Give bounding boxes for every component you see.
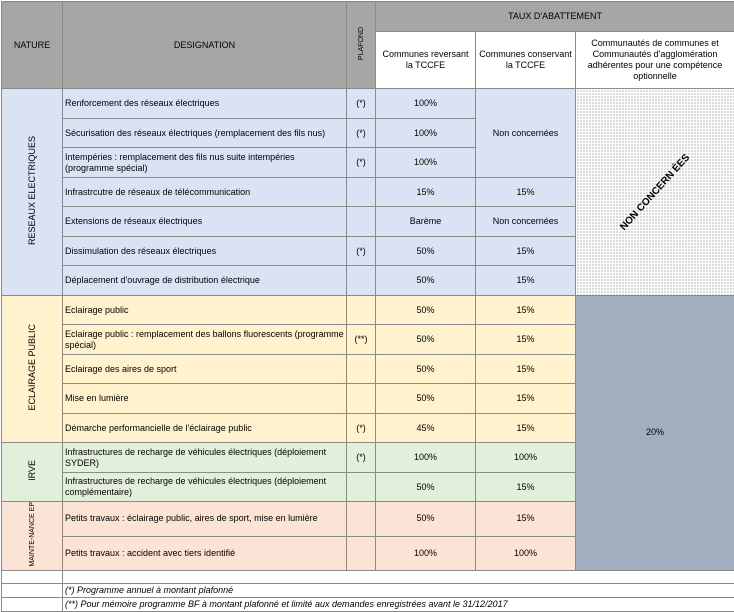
designation-cell: Intempéries : remplacement des fils nus suite intempéries (programme spécial) — [63, 148, 347, 178]
col1-cell: 100% — [376, 443, 476, 473]
footnote-1: (*) Programme annuel à montant plafonné — [63, 583, 734, 597]
header-col2: Communes conservant la TCCFE — [476, 32, 576, 89]
col1-cell: 50% — [376, 473, 476, 502]
col1-cell: 100% — [376, 536, 476, 570]
col1-cell: 50% — [376, 266, 476, 296]
plafond-cell — [347, 473, 376, 502]
non-concernees-wrap — [576, 89, 734, 295]
plafond-cell — [347, 296, 376, 325]
plafond-cell — [347, 207, 376, 237]
non-concernees-label: NON CONCERN ÉES — [618, 152, 692, 232]
group-eclairage-label: ECLAIRAGE PUBLIC — [27, 324, 38, 411]
col1-cell: 50% — [376, 502, 476, 537]
plafond-cell — [347, 355, 376, 384]
col2-cell: 100% — [476, 536, 576, 570]
plafond-cell: (**) — [347, 325, 376, 355]
designation-cell: Infrastructures de recharge de véhicules électriques (déploiement complémentaire) — [63, 473, 347, 502]
group-maintenance — [2, 502, 63, 571]
designation-cell: Eclairage des aires de sport — [63, 355, 347, 384]
designation-cell: Mise en lumière — [63, 384, 347, 414]
plafond-cell — [347, 384, 376, 414]
header-plafond-label: PLAFOND — [356, 27, 367, 60]
group-maintenance-label: MAINTE-NANCE EP — [27, 502, 38, 567]
col2-cell: 15% — [476, 502, 576, 537]
plafond-cell — [347, 502, 376, 537]
col1-cell: 50% — [376, 296, 476, 325]
col1-cell: 50% — [376, 325, 476, 355]
plafond-cell: (*) — [347, 443, 376, 473]
designation-cell: Déplacement d'ouvrage de distribution électrique — [63, 266, 347, 296]
group-reseaux-label: RESEAUX ELECTRIQUES — [27, 136, 38, 245]
designation-cell: Petits travaux : éclairage public, aires de sport, mise en lumière — [63, 502, 347, 537]
note-row — [2, 597, 734, 611]
header-col1: Communes reversant la TCCFE — [376, 32, 476, 89]
designation-cell: Extensions de réseaux électriques — [63, 207, 347, 237]
col2-cell: 15% — [476, 296, 576, 325]
plafond-cell: (*) — [347, 148, 376, 178]
col1-cell: 50% — [376, 237, 476, 266]
col1-cell: 15% — [376, 178, 476, 207]
col2-cell: 15% — [476, 178, 576, 207]
table-row — [2, 296, 734, 325]
designation-cell: Infrastructures de recharge de véhicules électriques (déploiement SYDER) — [63, 443, 347, 473]
designation-cell: Démarche performancielle de l'éclairage public — [63, 414, 347, 443]
header-designation: DESIGNATION — [63, 2, 347, 89]
col2-cell: 15% — [476, 384, 576, 414]
designation-cell: Eclairage public — [63, 296, 347, 325]
note-row — [2, 583, 734, 597]
col1-cell: 50% — [376, 384, 476, 414]
designation-cell: Infrastrcutre de réseaux de télécommunication — [63, 178, 347, 207]
header-plafond — [347, 2, 376, 89]
table-row — [2, 89, 734, 119]
designation-cell: Sécurisation des réseaux électriques (remplacement des fils nus) — [63, 119, 347, 148]
group-irve — [2, 443, 63, 502]
designation-cell: Dissimulation des réseaux électriques — [63, 237, 347, 266]
plafond-cell: (*) — [347, 89, 376, 119]
header-taux: TAUX D'ABATTEMENT — [376, 2, 734, 32]
col1-cell: 100% — [376, 89, 476, 119]
group-eclairage — [2, 296, 63, 443]
plafond-cell — [347, 536, 376, 570]
plafond-cell — [347, 178, 376, 207]
col1-cell: 100% — [376, 119, 476, 148]
group-irve-label: IRVE — [27, 460, 38, 481]
plafond-cell — [347, 266, 376, 296]
col2-cell: 15% — [476, 266, 576, 296]
group-reseaux — [2, 89, 63, 296]
designation-cell: Petits travaux : accident avec tiers identifié — [63, 536, 347, 570]
col2-cell: 100% — [476, 443, 576, 473]
plafond-cell: (*) — [347, 237, 376, 266]
col1-cell: 45% — [376, 414, 476, 443]
non-concernees-col2: Non concernées — [476, 89, 576, 178]
header-nature: NATURE — [2, 2, 63, 89]
col1-cell: Barème — [376, 207, 476, 237]
col1-cell: 100% — [376, 148, 476, 178]
col2-cell: Non concernées — [476, 207, 576, 237]
col2-cell: 15% — [476, 355, 576, 384]
col2-cell: 15% — [476, 414, 576, 443]
col2-cell: 15% — [476, 325, 576, 355]
footnote-2: (**) Pour mémoire programme BF à montant plafonné et limité aux demandes enregistrées avant le 31/12/2017 — [63, 597, 734, 611]
plafond-cell: (*) — [347, 414, 376, 443]
col1-cell: 50% — [376, 355, 476, 384]
designation-cell: Renforcement des réseaux électriques — [63, 89, 347, 119]
percent-col3: 20% — [576, 296, 734, 571]
designation-cell: Eclairage public : remplacement des ballons fluorescents (programme spécial) — [63, 325, 347, 355]
spacer-row — [2, 570, 734, 583]
col2-cell: 15% — [476, 473, 576, 502]
plafond-cell: (*) — [347, 119, 376, 148]
non-concernees-col3 — [576, 89, 734, 296]
abatement-table — [1, 1, 734, 612]
header-col3: Communautés de communes et Communautés d'agglomération adhérentes pour une compétence optionnelle — [576, 32, 734, 89]
col2-cell: 15% — [476, 237, 576, 266]
